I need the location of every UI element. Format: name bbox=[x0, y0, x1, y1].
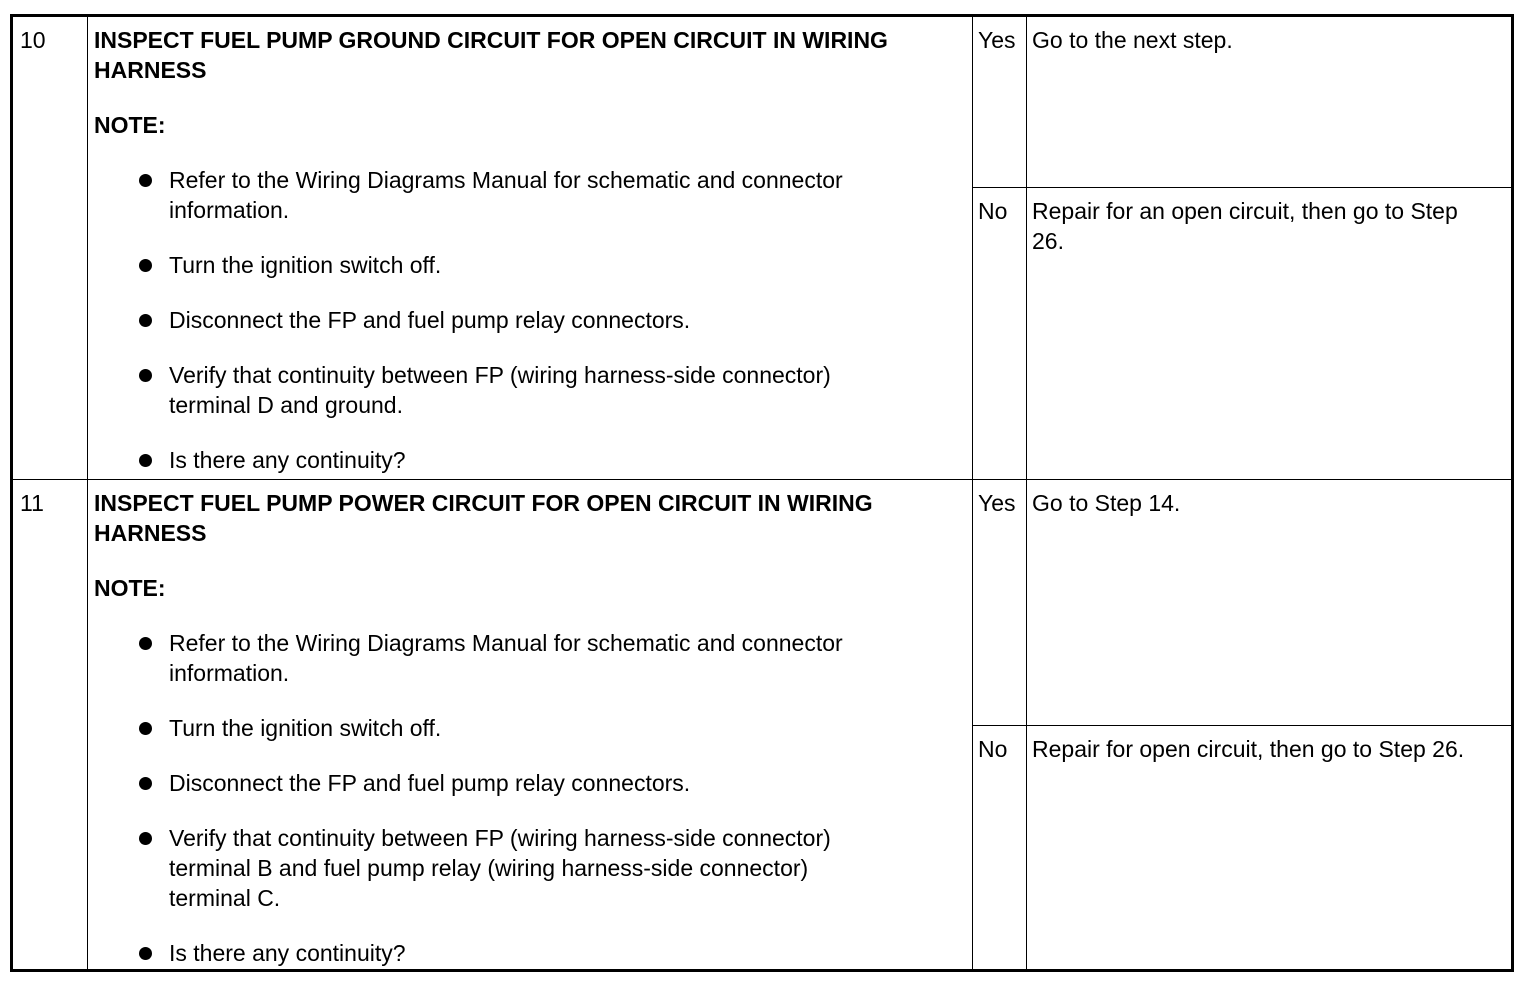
bullet-icon bbox=[139, 832, 152, 845]
bullet-icon bbox=[139, 637, 152, 650]
note-label: NOTE: bbox=[94, 112, 166, 138]
bullet-text: Turn the ignition switch off. bbox=[169, 252, 442, 278]
bullet-text: Refer to the Wiring Diagrams Manual for schematic and connector bbox=[169, 167, 843, 193]
step-number: 10 bbox=[20, 27, 46, 53]
bullet-text: information. bbox=[169, 197, 290, 223]
bullet-icon bbox=[139, 174, 152, 187]
table-row bbox=[13, 17, 1511, 480]
bullet-text: Turn the ignition switch off. bbox=[169, 715, 442, 741]
bullet-text: terminal B and fuel pump relay (wiring harness-side connector) bbox=[169, 855, 809, 881]
bullet-icon bbox=[139, 777, 152, 790]
bullet-text: information. bbox=[169, 660, 290, 686]
result-divider bbox=[973, 725, 1511, 726]
step-title: HARNESS bbox=[94, 520, 207, 546]
bullet-text: Disconnect the FP and fuel pump relay connectors. bbox=[169, 770, 691, 796]
step-title: INSPECT FUEL PUMP GROUND CIRCUIT FOR OPEN CIRCUIT IN WIRING bbox=[94, 27, 888, 53]
result-divider bbox=[973, 187, 1511, 188]
bullet-icon bbox=[139, 722, 152, 735]
step-title: INSPECT FUEL PUMP POWER CIRCUIT FOR OPEN CIRCUIT IN WIRING bbox=[94, 490, 873, 516]
bullet-icon bbox=[139, 454, 152, 467]
table-row bbox=[13, 480, 1511, 969]
yes-label: Yes bbox=[978, 490, 1016, 516]
bullet-text: Is there any continuity? bbox=[169, 447, 406, 473]
bullet-text: Refer to the Wiring Diagrams Manual for schematic and connector bbox=[169, 630, 843, 656]
result-label-cell bbox=[973, 17, 1027, 479]
bullet-icon bbox=[139, 947, 152, 960]
bullet-text: Verify that continuity between FP (wiring harness-side connector) bbox=[169, 362, 831, 388]
bullet-text: Is there any continuity? bbox=[169, 940, 406, 966]
step-cell bbox=[13, 480, 88, 969]
yes-action: Go to Step 14. bbox=[1032, 490, 1181, 516]
no-action: Repair for an open circuit, then go to Step bbox=[1032, 198, 1458, 224]
no-action: Repair for open circuit, then go to Step 26. bbox=[1032, 736, 1465, 762]
diagnostic-table bbox=[10, 14, 1514, 972]
step-detail-cell bbox=[88, 480, 973, 969]
step-detail-cell bbox=[88, 17, 973, 479]
no-label: No bbox=[978, 736, 1008, 762]
bullet-text: Verify that continuity between FP (wiring harness-side connector) bbox=[169, 825, 831, 851]
action-cell bbox=[1027, 17, 1511, 479]
bullet-icon bbox=[139, 259, 152, 272]
yes-label: Yes bbox=[978, 27, 1016, 53]
step-title: HARNESS bbox=[94, 57, 207, 83]
bullet-text: terminal D and ground. bbox=[169, 392, 403, 418]
no-action: 26. bbox=[1032, 228, 1064, 254]
yes-action: Go to the next step. bbox=[1032, 27, 1233, 53]
no-label: No bbox=[978, 198, 1008, 224]
bullet-text: terminal C. bbox=[169, 885, 281, 911]
bullet-icon bbox=[139, 314, 152, 327]
step-cell bbox=[13, 17, 88, 479]
note-label: NOTE: bbox=[94, 575, 166, 601]
bullet-text: Disconnect the FP and fuel pump relay connectors. bbox=[169, 307, 691, 333]
bullet-icon bbox=[139, 369, 152, 382]
step-number: 11 bbox=[20, 490, 44, 516]
